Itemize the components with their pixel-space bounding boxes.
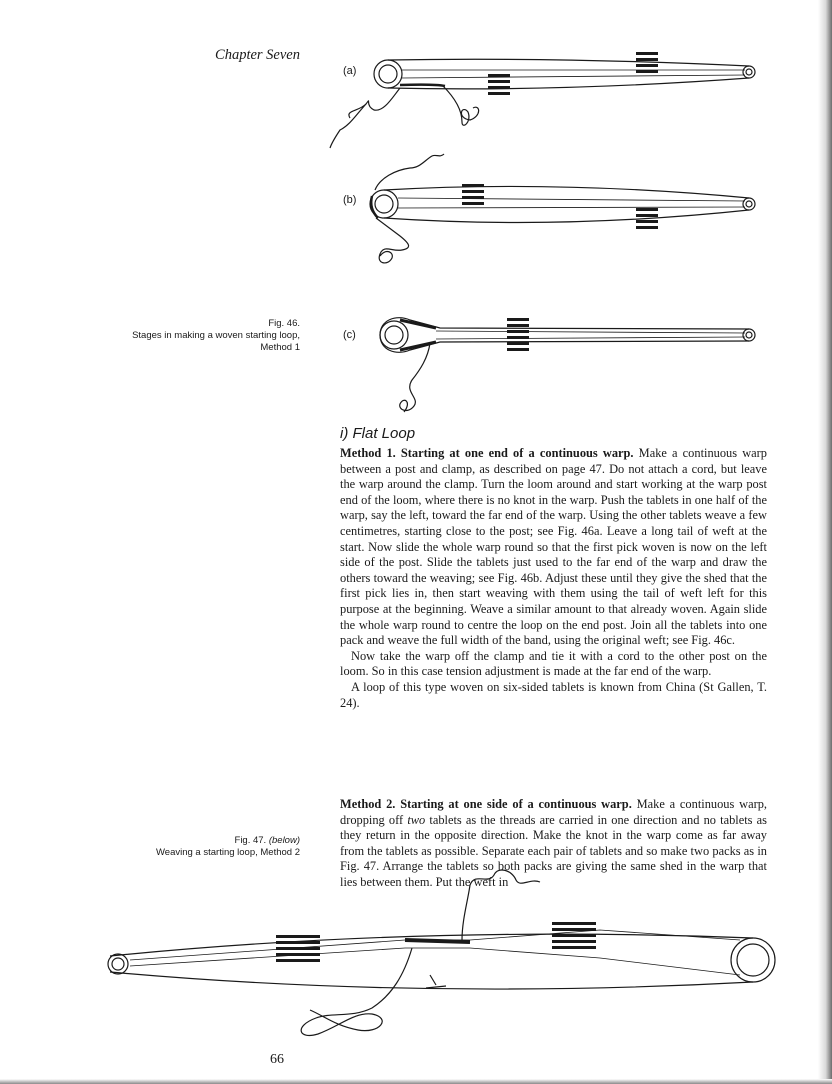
method2-paragraph xyxy=(340,797,767,891)
fig47-caption-text: Weaving a starting loop, Method 2 xyxy=(156,847,300,858)
warp-post-icon xyxy=(374,60,402,88)
method1-paragraph1-body: Make a continuous warp between a post and clamp, as described on page 47. Do not attach a cord, but leave the warp around the clamp. Turn the loom around and start working at the warp post end of the loom, where there is no knot in the warp. Push the tablets in one half of the warp, say the left, toward the far end of the warp. Using the other tablets weave a few centimetres, starting close to the post; see Fig. 46a. Leave a long tail of weft at the start. Now slide the whole warp round so that the first pick woven is now on the left side of the post. Slide the tablets just used to the far end of the warp and draw the others toward the weaving; see Fig. 46b. Adjust these until they give the shed that the first pick lies in, then start weaving with them using the tail of weft left for this purpose at the beginning. Weave a similar amount to that already woven. Again slide the whole warp round to centre the loop on the end post. Join all the tablets into one pack and weave the full width of the band, using the original weft; see Fig. 46c. xyxy=(340,446,767,648)
warp-post-inner-icon xyxy=(385,326,403,344)
clamp-inner-icon xyxy=(737,944,769,976)
fig46-caption-line2: Method 1 xyxy=(260,342,300,353)
method1-paragraph1 xyxy=(340,446,767,649)
fig47-number: Fig. 47. xyxy=(234,835,267,846)
scan-page-edge xyxy=(818,0,832,1084)
method2-text-after: tablets as the threads are carried in one direction and no tablets as they return in the opposite direction. Make the knot in the warp come as far away from the tablets as possible. Separate each pair of tablets and so make two packs as in Fig. 47. Arrange the tablets so both packs are giving the same shed in the warp that lies between them. Put the weft in xyxy=(340,812,767,889)
warp-post-inner-icon xyxy=(375,195,393,213)
fig47-loom-illustration xyxy=(108,870,775,1035)
scan-bottom-edge xyxy=(0,1079,832,1084)
fig46c-loom-illustration xyxy=(380,318,755,412)
warp-post-inner-icon xyxy=(379,65,397,83)
section-heading: i) Flat Loop xyxy=(340,425,416,442)
fig47-number-note: (below) xyxy=(268,835,300,846)
fig46-caption-line1: Stages in making a woven starting loop, xyxy=(132,330,300,341)
clamp-icon xyxy=(743,198,755,210)
fig46-panel-label-a: (a) xyxy=(343,65,357,77)
clamp-inner-icon xyxy=(746,69,752,75)
method1-text xyxy=(340,446,767,711)
method2-title: Method 2. Starting at one side of a continuous warp. xyxy=(340,797,632,811)
method1-paragraph3: A loop of this type woven on six-sided tablets is known from China (St Gallen, T. 24). xyxy=(340,679,767,710)
warp-post-icon xyxy=(108,954,128,974)
fig46a-loom-illustration xyxy=(330,52,755,148)
chapter-heading: Chapter Seven xyxy=(215,47,300,63)
method2-italic-word: two xyxy=(407,812,426,827)
clamp-inner-icon xyxy=(746,332,752,338)
fig46-number: Fig. 46. xyxy=(268,318,300,329)
clamp-icon xyxy=(743,329,755,341)
method1-title: Method 1. Starting at one end of a continuous warp. xyxy=(340,446,634,460)
fig46b-loom-illustration xyxy=(370,154,755,263)
method2-text-before: Make a continuous warp, dropping off xyxy=(340,797,767,827)
fig46-panel-label-c: (c) xyxy=(343,329,356,341)
warp-post-inner-icon xyxy=(112,958,124,970)
clamp-icon xyxy=(743,66,755,78)
fig46-panel-label-b: (b) xyxy=(343,194,357,206)
page-number: 66 xyxy=(270,1052,284,1067)
method1-paragraph2: Now take the warp off the clamp and tie it with a cord to the other post on the loom. So in this case tension adjustment is made at the far end of the warp. xyxy=(340,648,767,679)
method2-text xyxy=(340,797,767,889)
warp-post-icon xyxy=(380,321,408,349)
clamp-inner-icon xyxy=(746,201,752,207)
